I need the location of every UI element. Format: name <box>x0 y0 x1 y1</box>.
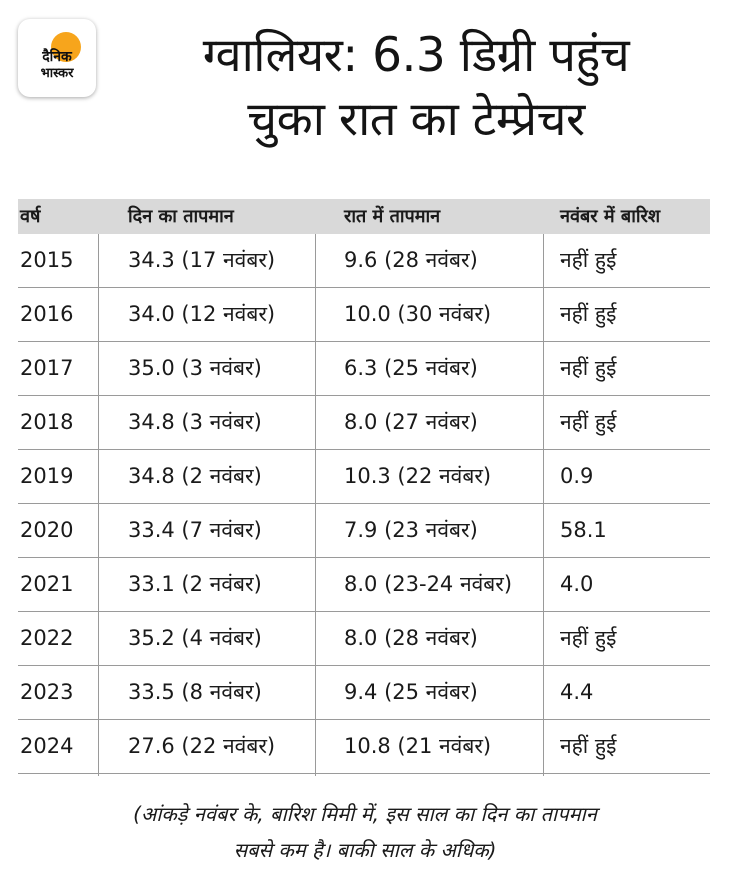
cell-day-temp: 35.0 (3 नवंबर) <box>128 356 262 380</box>
cell-rain: 4.4 <box>560 680 594 704</box>
cell-night-temp: 7.9 (23 नवंबर) <box>344 518 478 542</box>
cell-day-temp: 33.1 (2 नवंबर) <box>128 572 262 596</box>
cell-night-temp: 8.0 (27 नवंबर) <box>344 410 478 434</box>
page-title <box>110 24 722 152</box>
cell-year: 2017 <box>20 356 74 380</box>
temperature-table <box>18 199 710 774</box>
cell-night-temp: 9.6 (28 नवंबर) <box>344 248 478 272</box>
cell-night-temp: 10.3 (22 नवंबर) <box>344 464 492 488</box>
table-row <box>18 342 710 396</box>
cell-day-temp: 33.5 (8 नवंबर) <box>128 680 262 704</box>
cell-rain: 58.1 <box>560 518 607 542</box>
cell-rain: नहीं हुई <box>560 248 617 272</box>
cell-night-temp: 10.8 (21 नवंबर) <box>344 734 492 758</box>
cell-day-temp: 33.4 (7 नवंबर) <box>128 518 262 542</box>
cell-year: 2022 <box>20 626 74 650</box>
cell-night-temp: 8.0 (28 नवंबर) <box>344 626 478 650</box>
cell-year: 2016 <box>20 302 74 326</box>
cell-rain: नहीं हुई <box>560 356 617 380</box>
cell-night-temp: 6.3 (25 नवंबर) <box>344 356 478 380</box>
cell-rain: 0.9 <box>560 464 594 488</box>
cell-day-temp: 34.8 (2 नवंबर) <box>128 464 262 488</box>
footnote-line-1: (आंकड़े नवंबर के, बारिश मिमी में, इस साल का दिन का तापमान <box>133 802 597 826</box>
cell-rain: नहीं हुई <box>560 410 617 434</box>
cell-day-temp: 34.3 (17 नवंबर) <box>128 248 276 272</box>
cell-night-temp: 9.4 (25 नवंबर) <box>344 680 478 704</box>
cell-day-temp: 34.8 (3 नवंबर) <box>128 410 262 434</box>
title-line-1: ग्वालियर: 6.3 डिग्री पहुंच <box>202 28 630 83</box>
cell-year: 2018 <box>20 410 74 434</box>
cell-year: 2020 <box>20 518 74 542</box>
table-row <box>18 558 710 612</box>
cell-night-temp: 8.0 (23-24 नवंबर) <box>344 572 513 596</box>
table-row <box>18 450 710 504</box>
cell-day-temp: 27.6 (22 नवंबर) <box>128 734 276 758</box>
cell-year: 2019 <box>20 464 74 488</box>
header-november-rain: नवंबर में बारिश <box>560 206 661 227</box>
cell-year: 2015 <box>20 248 74 272</box>
cell-rain: नहीं हुई <box>560 734 617 758</box>
cell-day-temp: 35.2 (4 नवंबर) <box>128 626 262 650</box>
cell-rain: नहीं हुई <box>560 302 617 326</box>
logo-text-line1: दैनिक <box>42 49 72 65</box>
table-header-row <box>18 199 710 234</box>
header-year: वर्ष <box>20 206 41 227</box>
cell-day-temp: 34.0 (12 नवंबर) <box>128 302 276 326</box>
cell-year: 2023 <box>20 680 74 704</box>
table-row <box>18 234 710 288</box>
table-row <box>18 504 710 558</box>
title-line-2: चुका रात का टेम्प्रेचर <box>247 92 585 147</box>
header-day-temp: दिन का तापमान <box>128 206 234 227</box>
cell-rain: नहीं हुई <box>560 626 617 650</box>
cell-year: 2021 <box>20 572 74 596</box>
table-row <box>18 720 710 774</box>
footnote <box>20 796 710 868</box>
cell-night-temp: 10.0 (30 नवंबर) <box>344 302 492 326</box>
table-row <box>18 666 710 720</box>
table-row <box>18 612 710 666</box>
dainik-bhaskar-logo <box>18 19 96 97</box>
table-row <box>18 288 710 342</box>
header-night-temp: रात में तापमान <box>344 206 441 227</box>
cell-year: 2024 <box>20 734 74 758</box>
logo-text-line2: भास्कर <box>40 66 74 81</box>
footnote-line-2: सबसे कम है। बाकी साल के अधिक) <box>233 838 497 862</box>
table-row <box>18 396 710 450</box>
cell-rain: 4.0 <box>560 572 594 596</box>
